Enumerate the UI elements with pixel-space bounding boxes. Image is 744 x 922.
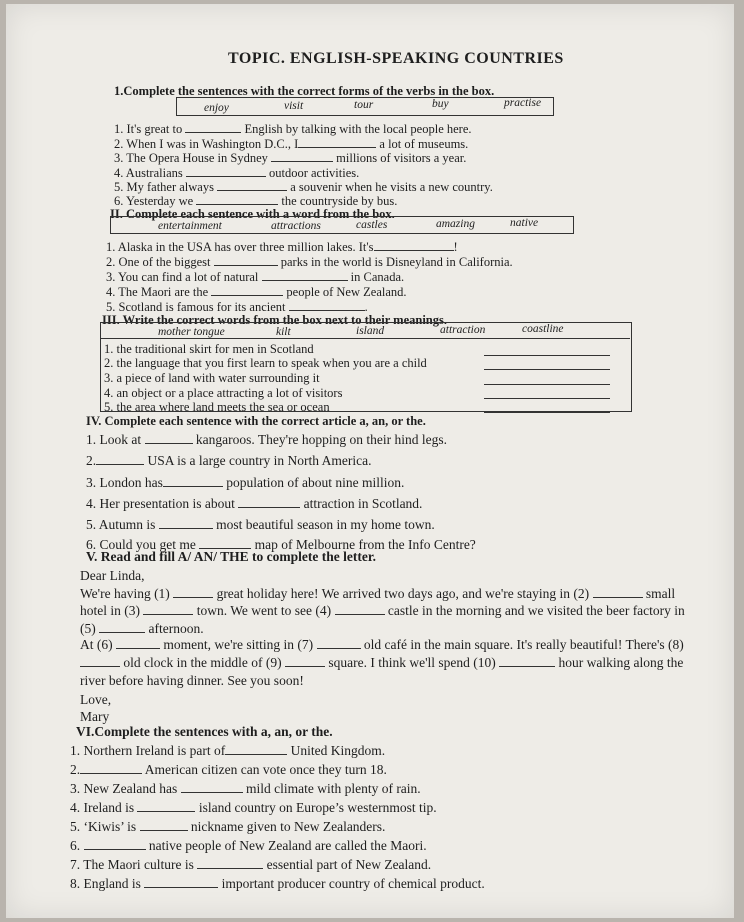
answer-blank[interactable] bbox=[593, 587, 643, 598]
question-line: 1. It's great to English by talking with the local people here. bbox=[114, 122, 472, 136]
question-line: 7. The Maori culture is essential part of New Zealand. bbox=[70, 857, 432, 872]
answer-blank[interactable] bbox=[317, 638, 361, 649]
letter-signature: Mary bbox=[80, 709, 110, 724]
answer-blank[interactable] bbox=[140, 820, 188, 831]
question-line: 8. England is important producer country of chemical product. bbox=[70, 876, 485, 891]
worksheet-page bbox=[6, 4, 734, 918]
section-6-header: VI.Complete the sentences with a, an, or the. bbox=[76, 724, 333, 739]
question-line: 3. New Zealand has mild climate with plenty of rain. bbox=[70, 781, 421, 796]
word-box-item: visit bbox=[284, 100, 304, 112]
question-line: 1. Northern Ireland is part of United Kingdom. bbox=[70, 743, 386, 758]
word-box-item: amazing bbox=[436, 218, 475, 230]
word-box-item: attractions bbox=[271, 220, 321, 232]
page-title: TOPIC. ENGLISH-SPEAKING COUNTRIES bbox=[228, 50, 564, 67]
answer-blank[interactable] bbox=[289, 300, 365, 311]
answer-blank[interactable] bbox=[159, 518, 213, 529]
word-box-item: tour bbox=[354, 99, 374, 111]
answer-blank[interactable] bbox=[99, 622, 145, 633]
answer-blank[interactable] bbox=[84, 839, 146, 850]
answer-blank[interactable] bbox=[298, 137, 376, 148]
word-box-item: practise bbox=[504, 97, 542, 109]
word-box-item: mother tongue bbox=[158, 326, 225, 338]
answer-blank[interactable] bbox=[285, 656, 325, 667]
question-line: 2. American citizen can vote once they turn 18. bbox=[70, 762, 387, 777]
word-box-item: native bbox=[510, 217, 539, 229]
answer-blank[interactable] bbox=[374, 240, 454, 251]
question-line: 1. Look at kangaroos. They're hopping on their hind legs. bbox=[86, 432, 448, 447]
answer-blank[interactable] bbox=[173, 587, 213, 598]
letter-line: river before having dinner. See you soon! bbox=[80, 673, 304, 688]
question-line: 2. USA is a large country in North America. bbox=[86, 453, 372, 468]
answer-blank[interactable] bbox=[484, 374, 610, 385]
word-box-item: enjoy bbox=[204, 102, 229, 114]
word-box-item: attraction bbox=[440, 324, 486, 336]
answer-blank[interactable] bbox=[271, 151, 333, 162]
question-line: 5. Scotland is famous for its ancient . bbox=[106, 300, 368, 314]
definition-item: 3. a piece of land with water surrounding it bbox=[104, 371, 320, 385]
word-box-item: castles bbox=[356, 219, 388, 231]
letter-closing: Love, bbox=[80, 692, 112, 707]
word-box-item: island bbox=[356, 325, 385, 337]
question-line: 1. Alaska in the USA has over three million lakes. It's ! bbox=[106, 240, 458, 254]
question-line: 3. London has population of about nine million. bbox=[86, 475, 405, 490]
answer-blank[interactable] bbox=[96, 454, 144, 465]
letter-line: We're having (1) great holiday here! We arrived two days ago, and we're staying in (2) small bbox=[80, 586, 676, 601]
letter-line: (5) afternoon. bbox=[80, 621, 204, 636]
word-box-item: entertainment bbox=[158, 220, 222, 232]
answer-blank[interactable] bbox=[143, 604, 193, 615]
answer-blank[interactable] bbox=[484, 345, 610, 356]
answer-blank[interactable] bbox=[484, 359, 610, 370]
answer-blank[interactable] bbox=[225, 744, 287, 755]
letter-line: At (6) moment, we're sitting in (7) old café in the main square. It's really beautiful! There's (8) bbox=[80, 637, 684, 652]
question-line: 2. When I was in Washington D.C., I a lot of museums. bbox=[114, 137, 469, 151]
answer-blank[interactable] bbox=[186, 166, 266, 177]
definition-item: 4. an object or a place attracting a lot of visitors bbox=[104, 386, 343, 400]
definition-item: 5. the area where land meets the sea or ocean bbox=[104, 400, 330, 414]
section-1-header: 1.Complete the sentences with the correct forms of the verbs in the box. bbox=[114, 84, 495, 98]
answer-blank[interactable] bbox=[484, 388, 610, 399]
answer-blank[interactable] bbox=[144, 877, 218, 888]
answer-blank[interactable] bbox=[238, 497, 300, 508]
answer-blank[interactable] bbox=[80, 656, 120, 667]
question-line: 4. Her presentation is about attraction in Scotland. bbox=[86, 496, 423, 511]
question-line: 4. Australians outdoor activities. bbox=[114, 166, 360, 180]
answer-blank[interactable] bbox=[211, 285, 283, 296]
section-2-header: II. Complete each sentence with a word from the box. bbox=[110, 207, 395, 221]
question-line: 5. Autumn is most beautiful season in my home town. bbox=[86, 517, 435, 532]
letter-greeting: Dear Linda, bbox=[80, 568, 145, 583]
answer-blank[interactable] bbox=[196, 194, 278, 205]
letter-line: old clock in the middle of (9) square. I think we'll spend (10) hour walking along the bbox=[80, 655, 683, 671]
answer-blank[interactable] bbox=[335, 604, 385, 615]
question-line: 5. ‘Kiwis’ is nickname given to New Zealanders. bbox=[70, 819, 386, 834]
answer-blank[interactable] bbox=[181, 782, 243, 793]
word-box-item: buy bbox=[432, 98, 449, 110]
answer-blank[interactable] bbox=[197, 858, 263, 869]
definition-item: 2. the language that you first learn to speak when you are a child bbox=[104, 356, 427, 370]
question-line: 6. native people of New Zealand are called the Maori. bbox=[70, 838, 427, 853]
question-line: 2. One of the biggest parks in the world is Disneyland in California. bbox=[106, 255, 513, 269]
question-line: 6. Could you get me map of Melbourne from the Info Centre? bbox=[86, 537, 476, 552]
question-line: 5. My father always a souvenir when he visits a new country. bbox=[114, 180, 493, 194]
question-line: 4. Ireland is island country on Europe’s westernmost tip. bbox=[70, 800, 437, 815]
word-box-item: coastline bbox=[522, 323, 564, 335]
answer-blank[interactable] bbox=[185, 122, 241, 133]
answer-blank[interactable] bbox=[214, 255, 278, 266]
answer-blank[interactable] bbox=[484, 402, 610, 413]
section-3-header: III. Write the correct words from the box next to their meanings. bbox=[102, 313, 447, 327]
answer-blank[interactable] bbox=[80, 763, 142, 774]
answer-blank[interactable] bbox=[217, 180, 287, 191]
answer-blank[interactable] bbox=[145, 433, 193, 444]
question-line: 4. The Maori are the people of New Zealand. bbox=[106, 285, 407, 299]
question-line: 6. Yesterday we the countryside by bus. bbox=[114, 194, 398, 208]
answer-blank[interactable] bbox=[499, 656, 555, 667]
definition-item: 1. the traditional skirt for men in Scotland bbox=[104, 342, 314, 356]
section-5-header: V. Read and fill A/ AN/ THE to complete the letter. bbox=[86, 549, 376, 564]
word-box-item: kilt bbox=[276, 326, 291, 338]
question-line: 3. You can find a lot of natural in Canada. bbox=[106, 270, 405, 284]
answer-blank[interactable] bbox=[199, 538, 251, 549]
answer-blank[interactable] bbox=[137, 801, 195, 812]
answer-blank[interactable] bbox=[116, 638, 160, 649]
section-4-header: IV. Complete each sentence with the correct article a, an, or the. bbox=[86, 414, 426, 428]
letter-line: hotel in (3) town. We went to see (4) castle in the morning and we visited the beer factory in bbox=[80, 603, 685, 618]
answer-blank[interactable] bbox=[262, 270, 348, 281]
answer-blank[interactable] bbox=[163, 476, 223, 487]
question-line: 3. The Opera House in Sydney millions of visitors a year. bbox=[114, 151, 467, 165]
